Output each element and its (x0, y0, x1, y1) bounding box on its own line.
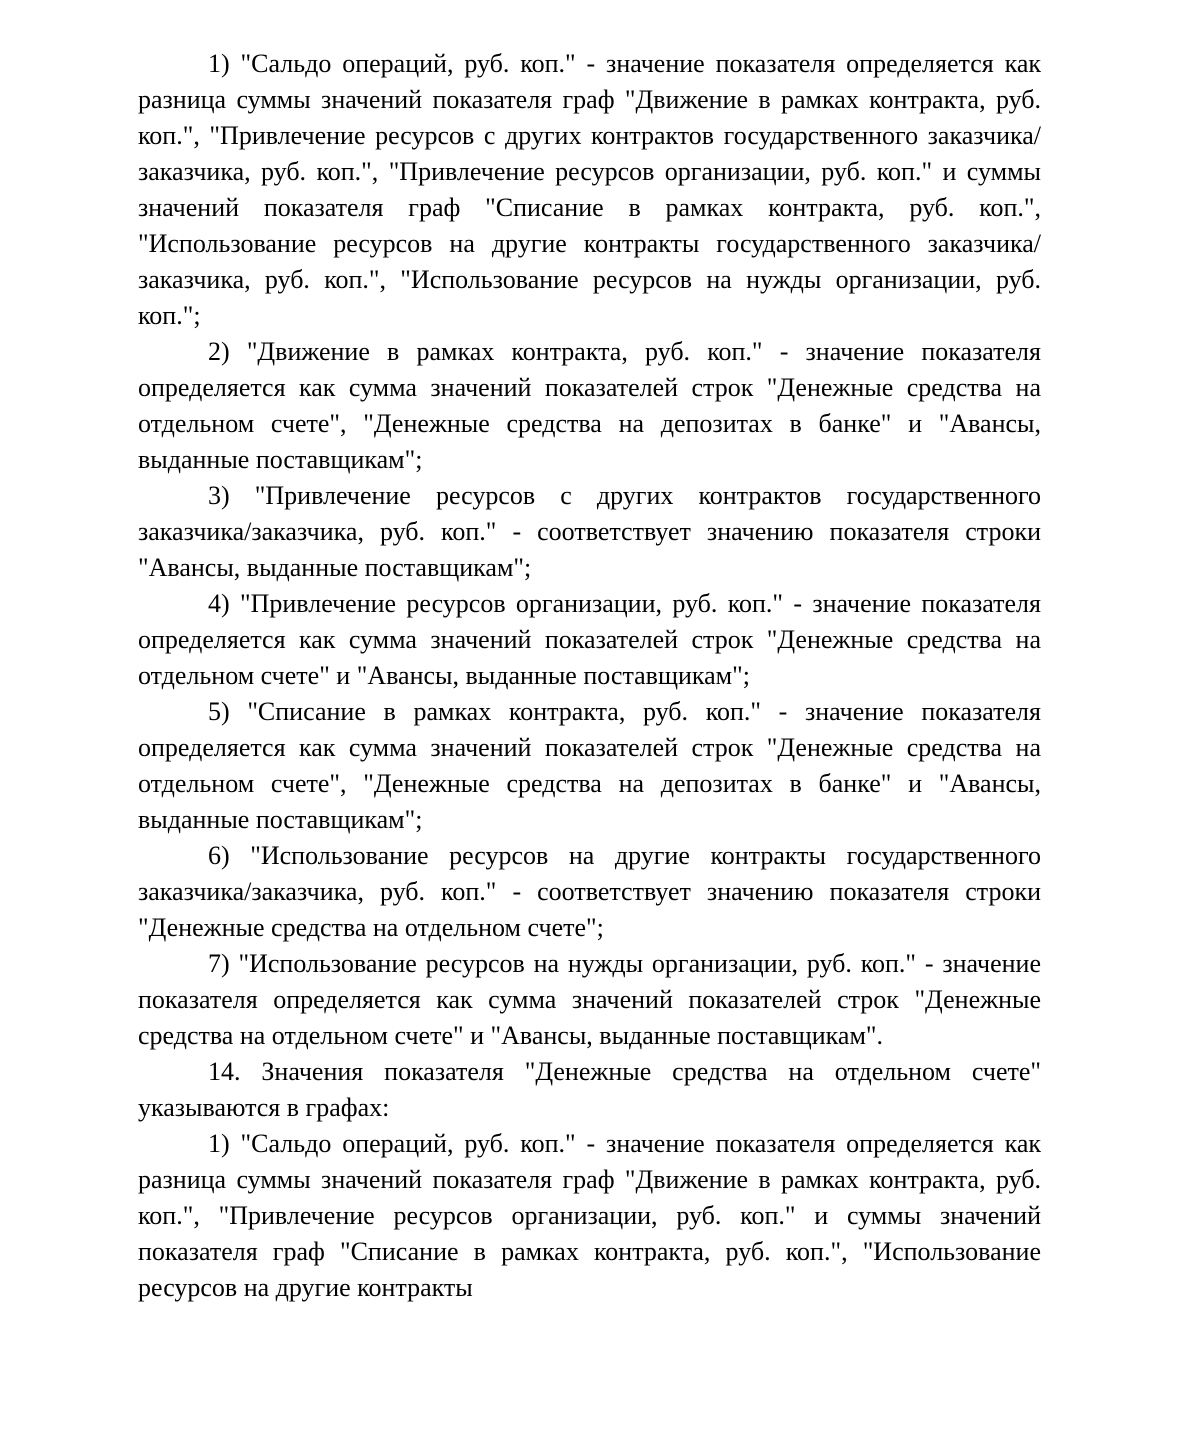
paragraph-item-2-dvizhenie: 2) "Движение в рамках контракта, руб. коп." - значение показателя определяется как сумма значений показателей строк "Денежные средства на отдельном счете", "Денежные средства на депозитах в банке" и "Авансы, выданные поставщикам"; (138, 337, 1041, 474)
paragraph-item-4-privlechenie-organizacii: 4) "Привлечение ресурсов организации, руб. коп." - значение показателя определяется как сумма значений показателей строк "Денежные средства на отдельном счете" и "Авансы, выданные поставщикам"; (138, 589, 1041, 690)
document-page (138, 46, 1041, 1306)
paragraph-section-14-item-1: 1) "Сальдо операций, руб. коп." - значение показателя определяется как разница суммы значений показателя граф "Движение в рамках контракта, руб. коп.", "Привлечение ресурсов организации, руб. коп." и суммы значений показателя граф "Списание в рамках контракта, руб. коп.", "Использование ресурсов на другие контракты (138, 1129, 1041, 1302)
section-14-heading-paragraph: 14. Значения показателя "Денежные средства на отдельном счете" указываются в графах: (138, 1057, 1041, 1122)
paragraph-item-1-saldo: 1) "Сальдо операций, руб. коп." - значение показателя определяется как разница суммы значений показателя граф "Движение в рамках контракта, руб. коп.", "Привлечение ресурсов с других контрактов государственного заказчика/заказчика, руб. коп.", "Привлечение ресурсов организации, руб. коп." и суммы значений показателя граф "Списание в рамках контракта, руб. коп.", "Использование ресурсов на другие контракты государственного заказчика/заказчика, руб. коп.", "Использование ресурсов на нужды организации, руб. коп."; (138, 49, 1041, 330)
paragraph-item-6-ispolzovanie-drugie: 6) "Использование ресурсов на другие контракты государственного заказчика/заказчика, руб. коп." - соответствует значению показателя строки "Денежные средства на отдельном счете"; (138, 841, 1041, 942)
paragraph-item-3-privlechenie-drugih: 3) "Привлечение ресурсов с других контрактов государственного заказчика/заказчика, руб. коп." - соответствует значению показателя строки "Авансы, выданные поставщикам"; (138, 481, 1041, 582)
paragraph-item-5-spisanie: 5) "Списание в рамках контракта, руб. коп." - значение показателя определяется как сумма значений показателей строк "Денежные средства на отдельном счете", "Денежные средства на депозитах в банке" и "Авансы, выданные поставщикам"; (138, 697, 1041, 834)
paragraph-item-7-ispolzovanie-nuzhdy: 7) "Использование ресурсов на нужды организации, руб. коп." - значение показателя определяется как сумма значений показателей строк "Денежные средства на отдельном счете" и "Авансы, выданные поставщикам". (138, 949, 1041, 1050)
